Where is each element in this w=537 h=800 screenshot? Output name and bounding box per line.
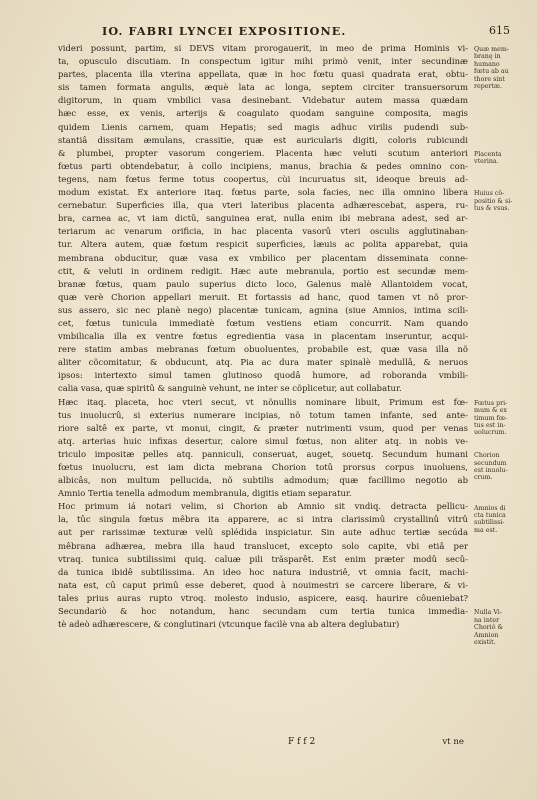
text-line: Secundariò & hoc notandum, hanc secundam cum tertia tunica immedia- <box>58 606 468 617</box>
text-line: modum existat. Ex anteriore itaq. fœtus parte, sola facies, nec illa omnino libera <box>58 187 468 198</box>
margin-note-line: tus & vsus. <box>474 204 510 212</box>
margin-note-line: branę in <box>474 53 501 61</box>
margin-note <box>474 46 536 90</box>
text-line: la, tûc singula fœtus mêbra ita apparere, ac si intra clarissimû crystallinû vitrû <box>58 514 468 525</box>
margin-note-line: Placenta <box>474 150 502 158</box>
text-line: tales prius auras rupto vtroq. molesto indusio, aspicere, easq. haurire côueniebat? <box>58 592 468 603</box>
text-line: quidem Lienis carnem, quam Hepatis; sed magis adhuc virilis pudendi sub- <box>58 121 468 132</box>
margin-note-line: humano <box>474 60 500 68</box>
margin-note-line: crum. <box>474 474 493 482</box>
text-line: triculo impositæ pelles atq. panniculi, conseruat, auget, souetq. Secundum humani <box>58 448 468 459</box>
text-line: hæc esse, ex venis, arterijs & coagulato quodam sanguine composita, magis <box>58 108 468 119</box>
margin-note-line: Quæ mem- <box>474 46 509 53</box>
text-line: cernebatur. Superficies illa, qua vteri lateribus placenta adhærescebat, aspera, ru- <box>58 200 468 211</box>
text-line: fœtus parti obtendebatur, à collo incipiens, manus, brachia & pedes omnino con- <box>58 160 468 171</box>
text-line: vtraq. tunica subtilissimi quiq. caluæ pili trãsparêt. Est enim præter modû secû- <box>58 553 468 564</box>
text-line: partes, placenta illa vterina appellata, quæ in hoc fœtu quasi quadrata erat, obtu- <box>58 69 468 80</box>
margin-note-line: fœtu ab au <box>474 68 509 76</box>
text-line: ta, opusculo discutiam. In conspectum igitur mihi primò venit, inter secundinæ <box>58 56 468 67</box>
text-line: bra, carnea ac, vt iam dictû, sanguinea erat, nulla enim ibi mebrana adest, sed ar- <box>58 213 468 224</box>
margin-note <box>474 190 536 212</box>
text-line: tur. Altera autem, quæ fœtum respicit superficies, læuis ac polita apparebat, quia <box>58 239 468 250</box>
margin-note-line: Huius cô- <box>474 190 505 198</box>
margin-note <box>474 609 536 646</box>
text-line: videri possunt, partim, si DEVS vitam prorogauerit, in meo de prima Hominis vi- <box>58 43 468 53</box>
margin-note-line: secundum <box>474 459 507 467</box>
text-line: tè adeò adhærescere, & conglutinari (vtcunque facilè vna ab altera deglubatur) <box>58 619 400 630</box>
margin-note-line: timum fœ- <box>474 414 508 422</box>
signature-mark: F f f 2 <box>288 737 316 747</box>
text-line: Hoc primum iá notari velim, si Chorion ab Amnio sit vndiq. detracta pellicu- <box>58 501 468 512</box>
margin-note-line: Choriô & <box>474 624 504 632</box>
margin-note <box>474 505 536 535</box>
margin-note-line: Nulla Vi- <box>474 609 502 617</box>
margin-note-line: uolucrum. <box>474 429 507 437</box>
text-line: da tunica ibidê subtilissima. An ideo hoc natura industriê, vt omnia facit, machi- <box>58 566 468 577</box>
margin-note-line: subtilissi- <box>474 519 505 527</box>
text-line: riore saltê ex parte, vt monui, cingit, & præter nutrimenti vsum, quod per venas <box>58 422 468 433</box>
text-line: cet, fœtus tunicula immediatè fœtum vestiens etiam concurrit. Nam quando <box>58 317 468 328</box>
margin-note-line: Amnios di <box>474 504 506 512</box>
page-number: 615 <box>489 24 510 37</box>
text-line: nata est, cû caput primû esse deberet, quod à nouimestri se carcere liberare, & vi- <box>58 579 468 590</box>
text-line: tegens, nam fœtus ferme totus coopertus, cùi incuruatus sit, ideoque breuis ad- <box>58 173 468 184</box>
text-line: ipsos: intertexto simul tamen glutinoso quodâ humore, ad roboranda vmbili- <box>58 370 468 381</box>
text-line: sus assero, sic nec planè nego) placentæ tunicam, agnina (siue Amnios, intima scili- <box>58 304 468 315</box>
margin-note-line: vterina. <box>474 158 499 166</box>
margin-note-line: est inuolu- <box>474 466 508 474</box>
text-line: digitorum, in quam vmbilici vasa desinebant. Videbatur autem massa quædam <box>58 95 468 106</box>
margin-note-line: Amnion <box>474 631 499 639</box>
text-line: branæ fœtus, quam paulo superius dicto loco, Galenus malè Allantoidem vocat, <box>58 278 468 289</box>
margin-note-line: existit. <box>474 638 496 646</box>
margin-note-line: ma est. <box>474 526 498 534</box>
text-line: stantiâ dissitam æmulans, crassitie, quæ est auricularis digiti, coloris rubicundi <box>58 134 468 145</box>
page-header <box>58 24 518 42</box>
text-line: albicâs, non multum pellucida, nõ subtilis admodum; quæ facillimo negotio ab <box>58 475 468 486</box>
margin-note-line: Chorion <box>474 452 500 460</box>
page-footer <box>58 737 468 751</box>
text-line: ctit, & veluti in ordinem redigit. Hæc aute mebranula, portio est secundæ mem- <box>58 265 468 276</box>
margin-note-line: thore sint <box>474 75 505 83</box>
text-line: tus inuolucrû, si exterius numerare incipias, nõ totum tamen infante, sed ante- <box>58 409 468 420</box>
margin-note-line: repertæ. <box>474 83 502 91</box>
text-line: aliter cõcomitatur, & obducunt, atq. Pia ac dura mater spinalè medullâ, & neruos <box>58 357 468 368</box>
text-line: vmbilicalia illa ex ventre fœtus egredientia vasa in placentam inseruntur, acqui- <box>58 331 468 342</box>
text-line: membrana obducitur, quæ vasa ex vmbilico per placentam disseminata conne- <box>58 252 468 263</box>
text-line: fœtus inuolucru, est iam dicta mebrana Chorion totû prorsus corpus inuoluens, <box>58 462 468 472</box>
margin-note-line: Fœtus pri- <box>474 399 508 407</box>
text-line: teriarum ac venarum orificia, in hac placenta vasorû vteri osculis agglutinaban- <box>58 226 468 237</box>
margin-note-line: positio & si- <box>474 197 513 205</box>
margin-note-line: na inter <box>474 616 500 624</box>
text-line: atq. arterias huic infixas desertur, calore simul fœtus, non aliter atq. in nobis ve- <box>58 435 468 446</box>
margin-note-line: mum & ex <box>474 407 507 415</box>
margin-note <box>474 400 536 437</box>
margin-note <box>474 452 536 482</box>
margin-note <box>474 151 536 166</box>
text-line: sis tamen formata angulis, æquè lata ac longa, septem circiter transuersorum <box>58 82 468 93</box>
text-line: calia vasa, quæ spiritû & sanguinè vehunt, ne inter se cõplicetur, aut collabatur. <box>58 383 402 394</box>
margin-note-line: tus est in- <box>474 421 506 429</box>
text-line: quæ verè Chorion appellari meruit. Et fortassis ad hanc, quod tamen vt nõ pror- <box>58 291 468 302</box>
text-line: Amnio Tertia tenella admodum membranula, digitis etiam separatur. <box>58 488 352 499</box>
text-line: & plumbei, propter vasorum congeriem. Placenta hæc veluti scutum anteriori <box>58 147 468 158</box>
text-line: aut per rarissimæ texturæ velû splédida inspiciatur. Sin aute adhuc tertiæ secúda <box>58 527 468 538</box>
body-text <box>58 42 468 631</box>
running-head: IO. FABRI LYNCEI EXPOSITIONE. <box>102 24 347 38</box>
margin-note-line: cta tunica <box>474 511 506 519</box>
text-line: mêbrana adhærea, mebra illa haud translucet, excepto solo capite, vbi etiâ per <box>58 540 468 551</box>
text-line: rere statim ambas mebranas fœtum obuoluentes, probabile est, quæ vasa illa nõ <box>58 344 468 355</box>
text-line: Hæc itaq. placeta, hoc vteri secut, vt nõnullis nominare libuit, Primum est fœ- <box>58 396 468 407</box>
catchword: vt ne <box>442 737 464 747</box>
